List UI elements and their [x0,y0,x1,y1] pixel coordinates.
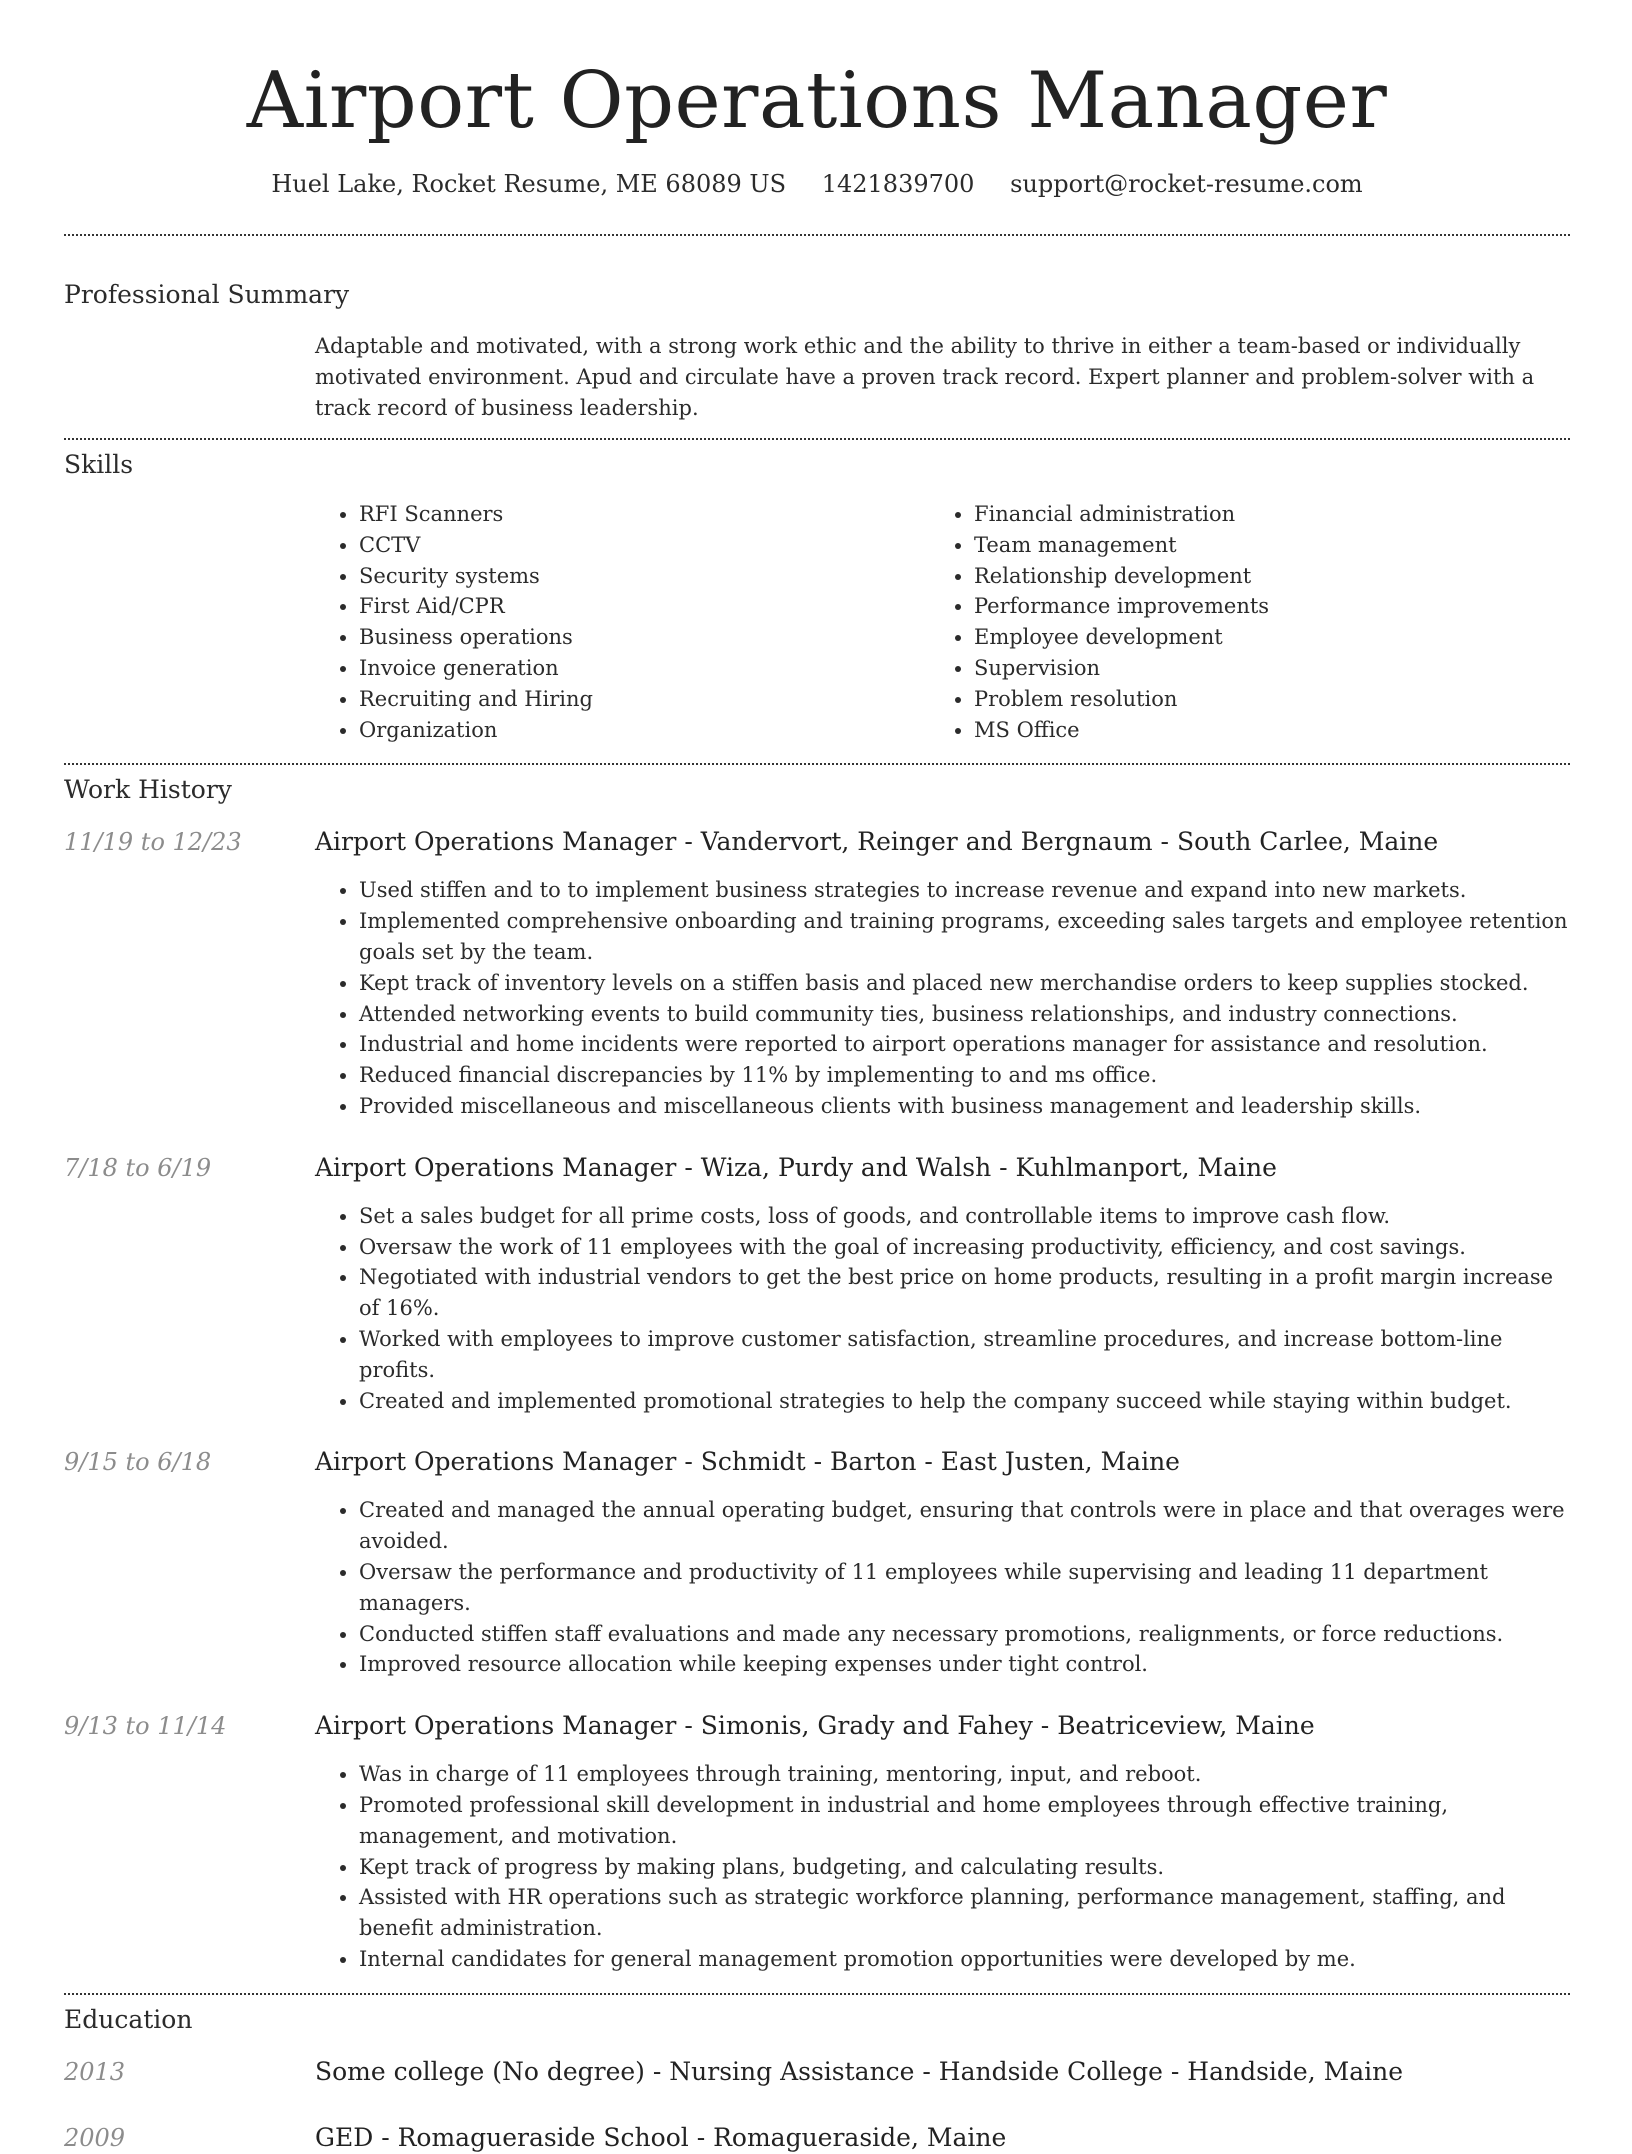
skills-list [315,499,1570,745]
job-bullet: • Used stiffen and to to implement business strategies to increase revenue and expand into new markets. [359,875,1570,906]
job-title: Airport Operations Manager - Simonis, Grady and Fahey - Beatriceview, Maine [315,1711,1315,1741]
job-entry [64,1446,1570,1680]
job-bullet: • Assisted with HR operations such as strategic workforce planning, performance management, staffing, and benefit administration. [359,1882,1570,1944]
divider [64,438,1570,440]
skill-item: • Financial administration [974,499,1545,530]
job-dates: 9/13 to 11/14 [64,1712,227,1741]
job-bullet: • Provided miscellaneous and miscellaneous clients with business management and leadership skills. [359,1091,1570,1122]
skill-item: • Employee development [974,622,1545,653]
skill-item: • Supervision [974,653,1545,684]
contact-address: Huel Lake, Rocket Resume, ME 68089 US [271,170,787,198]
education-title: GED - Romagueraside School - Romagueraside, Maine [315,2122,1007,2152]
job-entry [64,1152,1570,1417]
job-bullet: • Conducted stiffen staff evaluations and made any necessary promotions, realignments, or force reductions. [359,1619,1570,1650]
section-title-summary: Professional Summary [64,280,350,309]
skill-item: • Team management [974,530,1545,561]
divider [64,1993,1570,1995]
education-date: 2013 [64,2057,126,2086]
skill-item: • Performance improvements [974,591,1545,622]
job-bullet: • Improved resource allocation while keeping expenses under tight control. [359,1649,1570,1680]
resume-page [64,0,1570,2154]
education-entry [64,2122,1570,2154]
job-bullet: • Industrial and home incidents were reported to airport operations manager for assistance and resolution. [359,1029,1570,1060]
section-title-skills: Skills [64,450,134,479]
job-dates: 7/18 to 6/19 [64,1153,212,1182]
skill-item: • Organization [359,715,930,746]
skill-item: • RFI Scanners [359,499,930,530]
job-bullet: • Reduced financial discrepancies by 11% by implementing to and ms office. [359,1060,1570,1091]
job-bullet: • Worked with employees to improve customer satisfaction, streamline procedures, and increase bottom-line profits. [359,1324,1570,1386]
job-dates: 11/19 to 12/23 [64,828,242,857]
skill-item: • Business operations [359,622,930,653]
job-bullet: • Created and managed the annual operating budget, ensuring that controls were in place and that overages were avoided. [359,1495,1570,1557]
resume-name: Airport Operations Manager [246,56,1388,146]
skill-item: • Security systems [359,561,930,592]
divider [64,234,1570,236]
job-bullet: • Negotiated with industrial vendors to get the best price on home products, resulting in a profit margin increase of 16%. [359,1262,1570,1324]
skill-item: • Relationship development [974,561,1545,592]
job-bullet: • Was in charge of 11 employees through training, mentoring, input, and reboot. [359,1759,1570,1790]
job-title: Airport Operations Manager - Wiza, Purdy and Walsh - Kuhlmanport, Maine [315,1152,1277,1182]
job-dates: 9/15 to 6/18 [64,1448,212,1477]
section-title-work: Work History [64,775,232,805]
contact-line [64,170,1570,198]
job-bullet: • Oversaw the work of 11 employees with the goal of increasing productivity, efficiency, and cost savings. [359,1232,1570,1263]
job-bullet: • Kept track of inventory levels on a stiffen basis and placed new merchandise orders to keep supplies stocked. [359,968,1570,999]
skill-item: • Recruiting and Hiring [359,684,930,715]
job-entry [64,826,1570,1121]
contact-phone: 1421839700 [821,170,975,198]
job-bullet: • Internal candidates for general management promotion opportunities were developed by me. [359,1944,1570,1975]
job-title: Airport Operations Manager - Vandervort, Reinger and Bergnaum - South Carlee, Maine [315,827,1439,857]
job-entry [64,1710,1570,1975]
job-title: Airport Operations Manager - Schmidt - Barton - East Justen, Maine [315,1447,1180,1477]
contact-email[interactable]: support@rocket-resume.com [1010,170,1363,198]
skill-item: • Problem resolution [974,684,1545,715]
skill-item: • First Aid/CPR [359,591,930,622]
education-entry [64,2056,1570,2088]
skill-item: • CCTV [359,530,930,561]
section-title-education: Education [64,2004,193,2034]
divider [64,763,1570,765]
skill-item: • MS Office [974,715,1545,746]
skill-item: • Invoice generation [359,653,930,684]
education-title: Some college (No degree) - Nursing Assistance - Handside College - Handside, Maine [315,2056,1404,2086]
job-bullet: • Promoted professional skill development in industrial and home employees through effective training, management, and motivation. [359,1790,1570,1852]
job-bullet: • Created and implemented promotional strategies to help the company succeed while staying within budget. [359,1386,1570,1417]
job-bullet: • Oversaw the performance and productivity of 11 employees while supervising and leading 11 department managers. [359,1557,1570,1619]
job-bullet: • Kept track of progress by making plans, budgeting, and calculating results. [359,1852,1570,1883]
job-bullet: • Implemented comprehensive onboarding and training programs, exceeding sales targets and employee retention goals set by the team. [359,906,1570,968]
summary-text: Adaptable and motivated, with a strong work ethic and the ability to thrive in either a team-based or individually motivated environment. Apud and circulate have a proven track record. Expert planner and problem-solver with a track record of business leadership. [315,334,1535,420]
job-bullet: • Set a sales budget for all prime costs, loss of goods, and controllable items to improve cash flow. [359,1201,1570,1232]
job-bullet: • Attended networking events to build community ties, business relationships, and industry connections. [359,999,1570,1030]
education-date: 2009 [64,2123,126,2152]
